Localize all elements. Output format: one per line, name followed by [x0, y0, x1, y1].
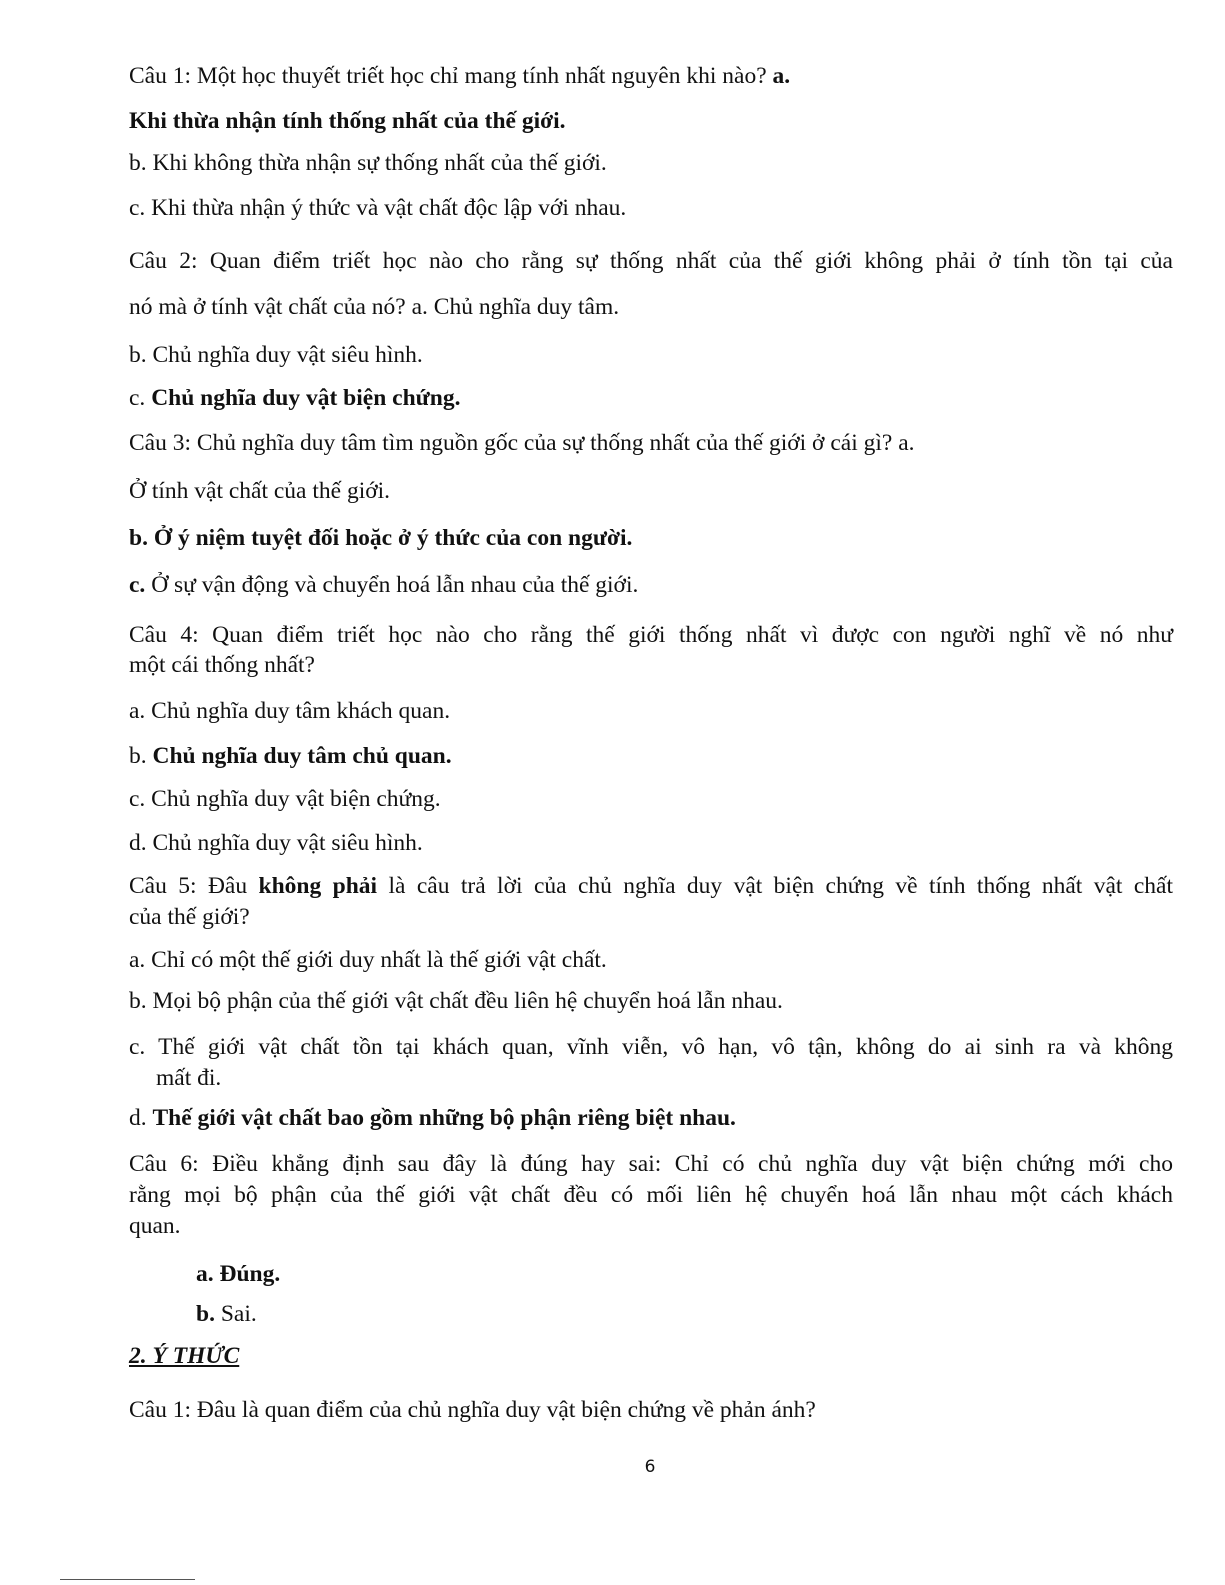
question-4-option-d: d. Chủ nghĩa duy vật siêu hình.	[129, 830, 423, 856]
question-5-option-b: b. Mọi bộ phận của thế giới vật chất đều liên hệ chuyển hoá lẫn nhau.	[129, 988, 783, 1014]
question-5-option-c-line-2: mất đi.	[156, 1065, 222, 1091]
question-4-option-a: a. Chủ nghĩa duy tâm khách quan.	[129, 698, 451, 724]
question-4-line-2: một cái thống nhất?	[129, 652, 315, 678]
question-1-option-c: c. Khi thừa nhận ý thức và vật chất độc lập với nhau.	[129, 195, 627, 221]
question-2-answer-c: c. Chủ nghĩa duy vật biện chứng.	[129, 385, 461, 411]
question-6-line-3: quan.	[129, 1213, 181, 1239]
question-3-option-a: Ở tính vật chất của thế giới.	[129, 478, 391, 504]
question-6-answer-a: a. Đúng.	[196, 1261, 281, 1287]
question-6-line-1: Câu 6: Điều khẳng định sau đây là đúng hay sai: Chỉ có chủ nghĩa duy vật biện chứng mới cho	[129, 1151, 1173, 1177]
question-3-answer-b: b. Ở ý niệm tuyệt đối hoặc ở ý thức của con người.	[129, 525, 633, 551]
question-5-line-1: Câu 5: Đâu không phải là câu trả lời của chủ nghĩa duy vật biện chứng về tính thống nhất vật chất	[129, 873, 1173, 899]
page-number: 6	[644, 1457, 656, 1477]
question-5-line-2: của thế giới?	[129, 904, 250, 930]
question-5-option-a: a. Chỉ có một thế giới duy nhất là thế giới vật chất.	[129, 947, 607, 973]
question-5-answer-d: d. Thế giới vật chất bao gồm những bộ phận riêng biệt nhau.	[129, 1105, 736, 1131]
question-3-option-c: c. Ở sự vận động và chuyển hoá lẫn nhau của thế giới.	[129, 572, 639, 598]
question-5-option-c-line-1: c. Thế giới vật chất tồn tại khách quan, vĩnh viễn, vô hạn, vô tận, không do ai sinh ra và không	[129, 1034, 1173, 1060]
question-6-line-2: rằng mọi bộ phận của thế giới vật chất đều có mối liên hệ chuyển hoá lẫn nhau một cách khách	[129, 1182, 1173, 1208]
question-1-answer-a: Khi thừa nhận tính thống nhất của thế giới.	[129, 108, 566, 134]
section-heading: 2. Ý THỨC	[129, 1343, 240, 1369]
question-6-option-b: b. Sai.	[196, 1301, 257, 1327]
section-2-question-1: Câu 1: Đâu là quan điểm của chủ nghĩa duy vật biện chứng về phản ánh?	[129, 1397, 816, 1423]
question-2-line-2: nó mà ở tính vật chất của nó? a. Chủ nghĩa duy tâm.	[129, 294, 620, 320]
question-4-line-1: Câu 4: Quan điểm triết học nào cho rằng thế giới thống nhất vì được con người nghĩ về nó như	[129, 622, 1173, 648]
footer-rule	[60, 1579, 195, 1580]
question-1: Câu 1: Một học thuyết triết học chỉ mang tính nhất nguyên khi nào? a.	[129, 63, 791, 89]
question-2-option-b: b. Chủ nghĩa duy vật siêu hình.	[129, 342, 423, 368]
question-1-option-b: b. Khi không thừa nhận sự thống nhất của thế giới.	[129, 150, 607, 176]
question-3: Câu 3: Chủ nghĩa duy tâm tìm nguồn gốc của sự thống nhất của thế giới ở cái gì? a.	[129, 430, 915, 456]
question-4-answer-b: b. Chủ nghĩa duy tâm chủ quan.	[129, 743, 452, 769]
question-2-line-1: Câu 2: Quan điểm triết học nào cho rằng sự thống nhất của thế giới không phải ở tính tồn tại của	[129, 248, 1173, 274]
question-4-option-c: c. Chủ nghĩa duy vật biện chứng.	[129, 786, 441, 812]
